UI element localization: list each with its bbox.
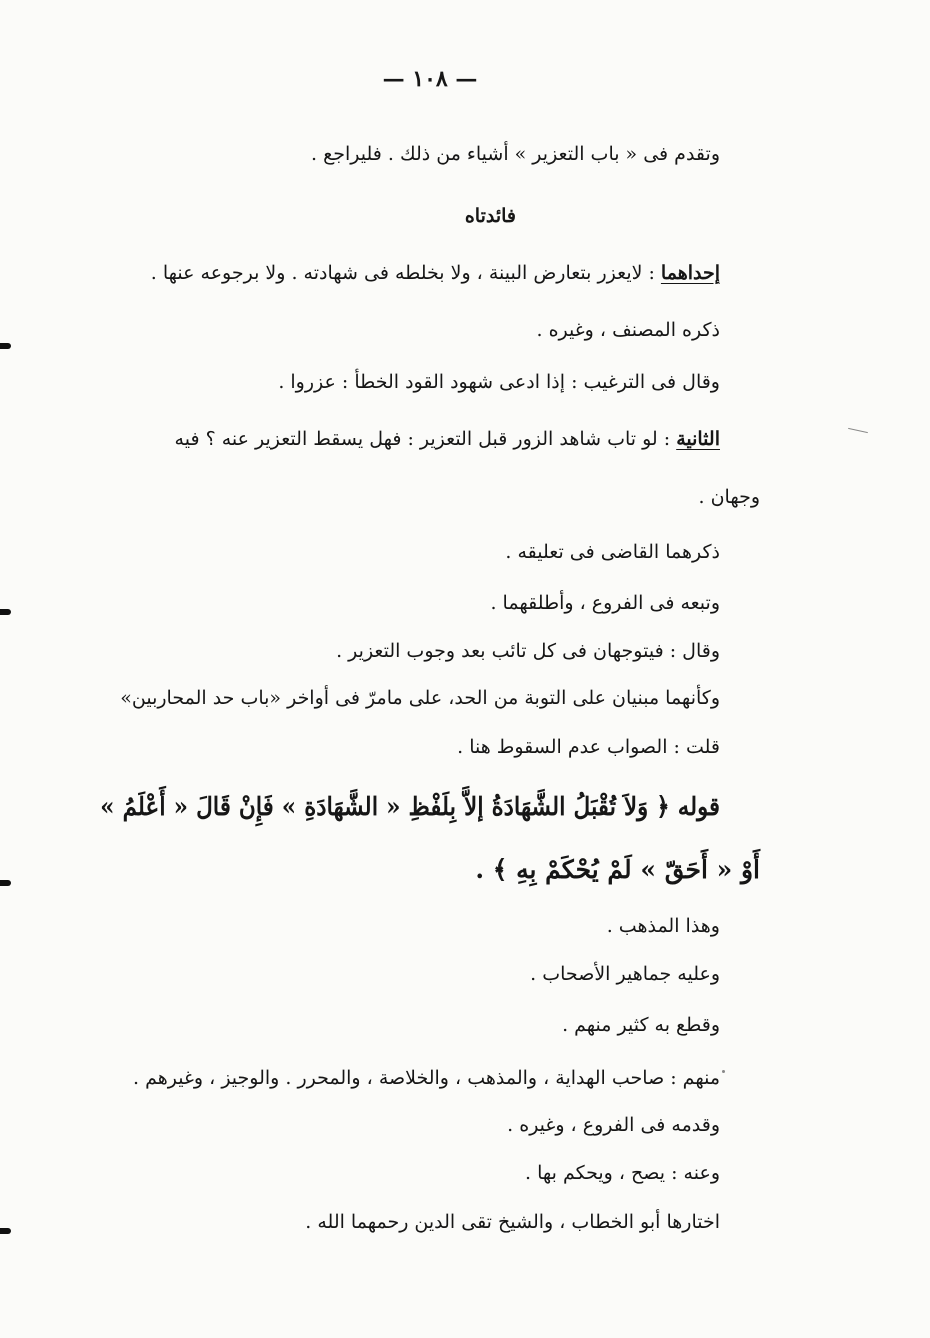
text-line: وهذا المذهب . bbox=[606, 915, 720, 937]
margin-mark bbox=[0, 609, 11, 615]
text-line: وعليه جماهير الأصحاب . bbox=[530, 963, 720, 985]
page-number: — ١٠٨ — bbox=[382, 66, 478, 92]
text-line: وقال : فيتوجهان فى كل تائب بعد وجوب التعزير . bbox=[336, 640, 720, 662]
text-line: وكأنهما مبنيان على التوبة من الحد، على مامرّ فى أواخر «باب حد المحاربين» bbox=[120, 687, 720, 709]
scan-speck bbox=[848, 428, 868, 433]
margin-mark bbox=[0, 1228, 11, 1234]
section-label: الثانية bbox=[676, 428, 720, 450]
quoted-text-line: قوله ﴿ وَلاَ تُقْبَلُ الشَّهَادَةُ إلاَّ بِلَفْظِ « الشَّهَادَةِ » فَإِنْ قَالَ « أَعْلَمُ » bbox=[100, 792, 720, 821]
text-line: قلت : الصواب عدم السقوط هنا . bbox=[457, 736, 720, 758]
text-line: الثانية : لو تاب شاهد الزور قبل التعزير : فهل يسقط التعزير عنه ؟ فيه bbox=[174, 428, 720, 450]
section-heading: فائدتاه bbox=[464, 205, 516, 227]
text-line: وعنه : يصح ، ويحكم بها . bbox=[525, 1162, 720, 1184]
scan-speck bbox=[722, 1070, 725, 1073]
text-line: ذكره المصنف ، وغيره . bbox=[536, 319, 720, 341]
text-line: اختارها أبو الخطاب ، والشيخ تقى الدين رحمهما الله . bbox=[305, 1211, 720, 1233]
text-line: وقطع به كثير منهم . bbox=[562, 1014, 720, 1036]
margin-mark bbox=[0, 343, 11, 349]
section-label: إحداهما bbox=[660, 262, 720, 284]
text-line: وتقدم فى « باب التعزير » أشياء من ذلك . فليراجع . bbox=[311, 143, 720, 165]
text-line: وقدمه فى الفروع ، وغيره . bbox=[507, 1114, 720, 1136]
text-line: منهم : صاحب الهداية ، والمذهب ، والخلاصة ، والمحرر . والوجيز ، وغيرهم . bbox=[133, 1067, 720, 1089]
text-line: وقال فى الترغيب : إذا ادعى شهود القود الخطأ : عزروا . bbox=[278, 371, 720, 393]
text-line: وتبعه فى الفروع ، وأطلقهما . bbox=[490, 592, 720, 614]
margin-mark bbox=[0, 880, 11, 886]
quoted-text-line: أَوْ « أَحَقّ » لَمْ يُحْكَمْ بِهِ ﴾ . bbox=[475, 855, 760, 884]
text-line: وجهان . bbox=[698, 486, 760, 508]
text-line: إحداهما : لايعزر بتعارض البينة ، ولا بخلطه فى شهادته . ولا برجوعه عنها . bbox=[150, 262, 720, 284]
text-line: ذكرهما القاضى فى تعليقه . bbox=[505, 541, 720, 563]
